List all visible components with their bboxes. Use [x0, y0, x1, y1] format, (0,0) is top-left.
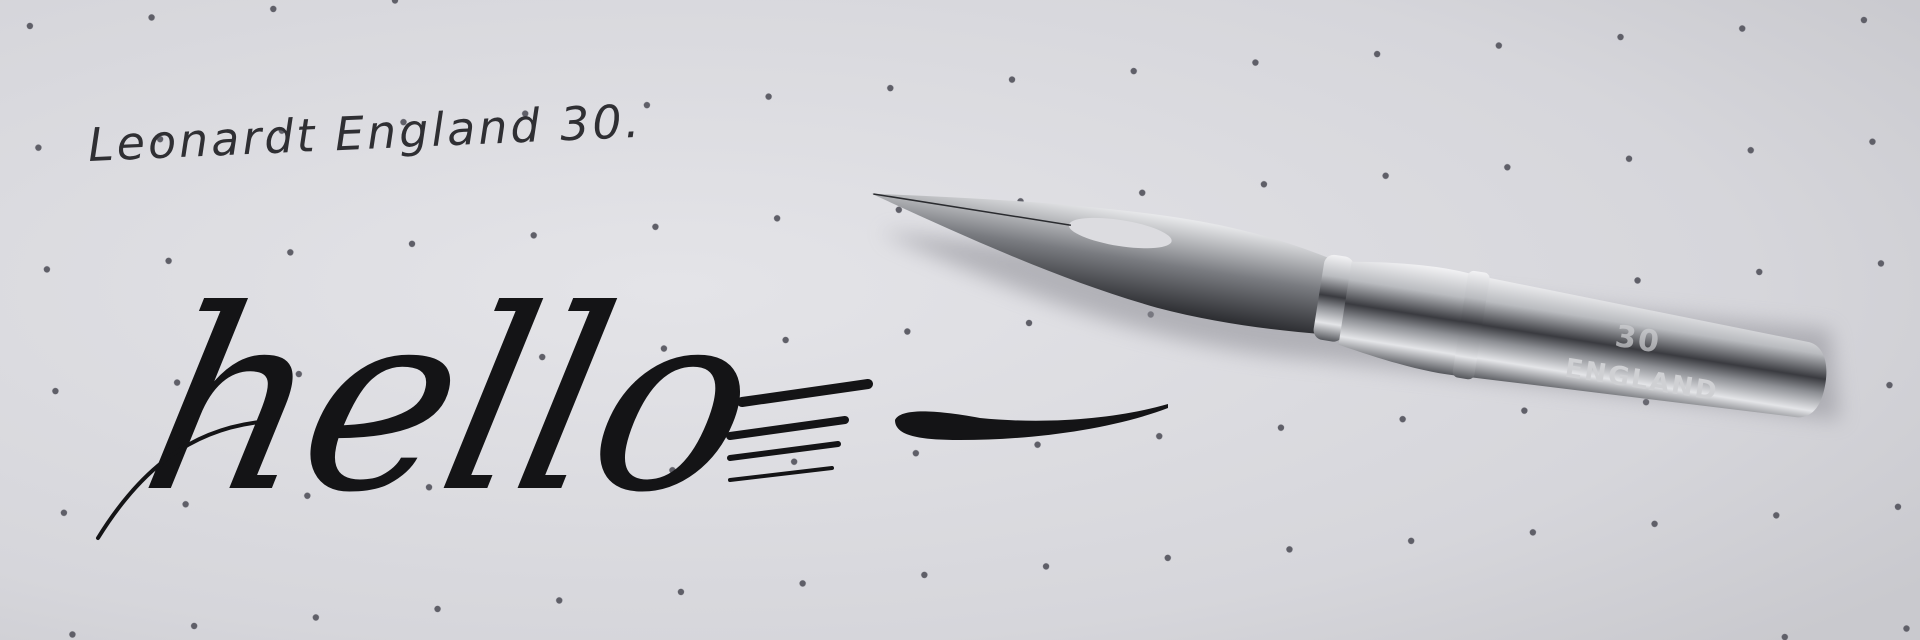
nib-model-number: 30: [1612, 318, 1664, 361]
calligraphy-word: hello: [123, 255, 776, 548]
handwritten-note: Leonardt England 30.: [86, 93, 644, 172]
nib-country-engraving: ENGLAND: [1562, 353, 1721, 408]
nib-barrel: [1337, 254, 1834, 433]
